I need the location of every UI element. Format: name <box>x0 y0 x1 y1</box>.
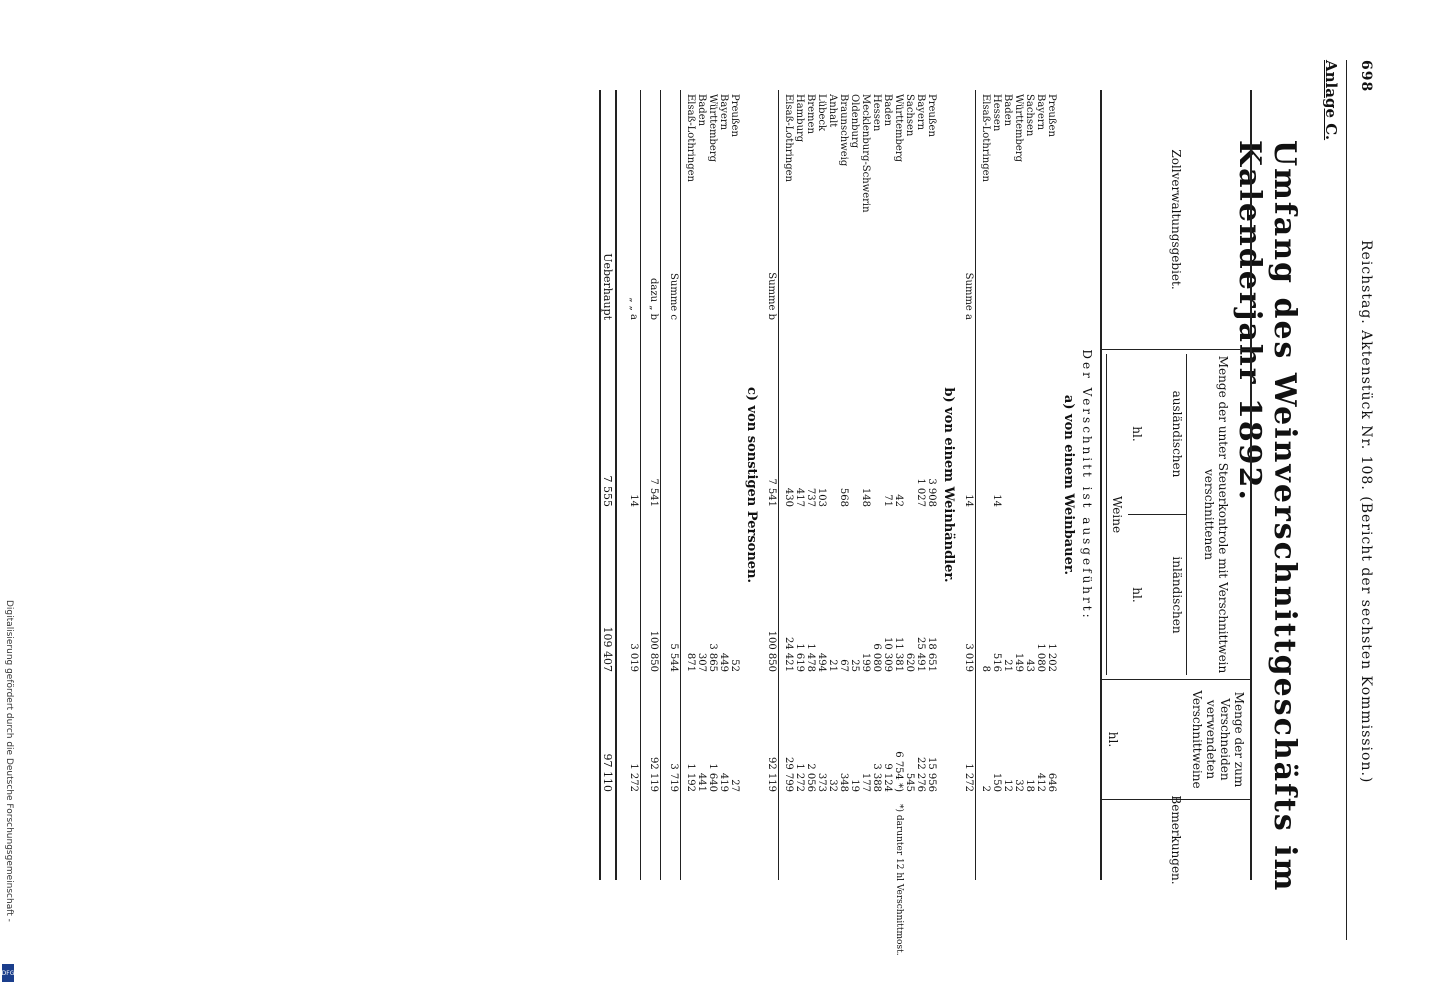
col-quantity-header: Menge der unter Steuerkontrole mit Verschnittwein verschnittenen <box>1186 354 1246 675</box>
table-row <box>904 90 915 880</box>
row-used: 177 <box>860 772 871 792</box>
row-foreign: 103 <box>816 487 827 507</box>
section-heading: b) von einem Weinhändler. <box>941 387 956 583</box>
row-name: Bayern <box>718 94 729 131</box>
col-subheaders <box>1128 354 1186 675</box>
row-foreign <box>904 350 915 515</box>
row-domestic: 52 <box>729 659 740 672</box>
row-used: 646 <box>1046 772 1057 792</box>
col-foreign-unit: hl. <box>1130 426 1144 442</box>
sum-foreign <box>665 350 680 515</box>
sum-domestic: 3 019 <box>963 643 974 672</box>
running-header <box>1346 60 1382 940</box>
table-row <box>696 90 707 880</box>
row-foreign <box>1035 350 1046 515</box>
sum-label: Summe b <box>766 272 777 320</box>
row-used: 32 <box>827 779 838 792</box>
row-domestic: 1 478 <box>805 643 816 672</box>
row-foreign <box>696 350 707 515</box>
row-foreign: 1 027 <box>915 478 926 507</box>
col-domestic-unit: hl. <box>1130 587 1144 603</box>
row-note <box>1035 800 1046 880</box>
row-name: Württemberg <box>1013 94 1024 163</box>
row-note <box>882 800 893 880</box>
row-name: Württemberg <box>893 94 904 163</box>
page-title: Umfang des Weinverschnittgeschäfts im Kalenderjahr 1892. <box>1232 140 1302 893</box>
row-used: 6 754 *) <box>893 751 904 792</box>
row-domestic: 25 <box>849 659 860 672</box>
row-domestic: 6 080 <box>871 643 882 672</box>
row-used: 3 388 <box>871 763 882 792</box>
row-foreign: 71 <box>882 494 893 507</box>
sum-row <box>763 90 779 880</box>
row-note <box>1002 800 1013 880</box>
row-foreign <box>827 350 838 515</box>
row-note <box>1046 800 1057 880</box>
table-row <box>980 90 991 880</box>
row-domestic: 67 <box>838 659 849 672</box>
table-row <box>816 90 827 880</box>
sum-domestic: 100 850 <box>648 630 659 672</box>
row-domestic: 1 080 <box>1035 643 1046 672</box>
row-name: Preußen <box>1046 94 1057 137</box>
row-domestic: 18 651 <box>926 637 937 672</box>
row-note <box>904 800 915 880</box>
total-used: 97 110 <box>601 753 614 792</box>
row-note <box>849 800 860 880</box>
row-note <box>685 800 696 880</box>
table-header <box>1100 90 1250 885</box>
row-used: 1 272 <box>794 763 805 792</box>
row-name: Bayern <box>1035 94 1046 131</box>
sum-used: 1 272 <box>628 763 639 792</box>
row-used: 12 <box>1002 779 1013 792</box>
col-foreign <box>1128 354 1186 515</box>
row-domestic: 11 381 <box>893 637 904 672</box>
row-domestic: 8 <box>980 665 991 672</box>
col-used-unit: hl. <box>1106 731 1120 748</box>
row-domestic: 149 <box>1013 652 1024 672</box>
table-row <box>827 90 838 880</box>
sum-foreign: 14 <box>963 494 974 507</box>
row-name: Sachsen <box>1024 94 1035 137</box>
table-row <box>871 90 882 880</box>
table-row <box>729 90 740 880</box>
table-row <box>707 90 718 880</box>
table-row <box>882 90 893 880</box>
row-name: Elsaß-Lothringen <box>980 94 991 182</box>
row-name: Hessen <box>871 94 882 132</box>
row-note <box>838 800 849 880</box>
row-used: 412 <box>1035 772 1046 792</box>
row-note <box>794 800 805 880</box>
col-domestic <box>1128 515 1186 675</box>
row-foreign: 14 <box>991 494 1002 507</box>
row-note <box>980 800 991 880</box>
row-name: Oldenburg <box>849 94 860 149</box>
row-name: Elsaß-Lothringen <box>685 94 696 182</box>
row-name: Preußen <box>729 94 740 137</box>
digitization-credit <box>2 600 16 990</box>
row-domestic: 494 <box>816 652 827 672</box>
row-foreign <box>1046 350 1057 515</box>
row-used: 1 192 <box>685 763 696 792</box>
row-name: Anhalt <box>827 94 838 128</box>
row-used: 441 <box>696 772 707 792</box>
table-body <box>625 90 1076 956</box>
row-foreign <box>707 350 718 515</box>
col-weine: Weine <box>1106 354 1128 675</box>
row-note <box>816 800 827 880</box>
sum-foreign: 14 <box>628 494 639 507</box>
row-domestic: 307 <box>696 652 707 672</box>
table-row <box>794 90 805 880</box>
row-used: 2 <box>980 785 991 792</box>
col-quantity-group <box>1102 350 1250 680</box>
sum-row <box>665 90 681 880</box>
sum-row <box>960 90 976 880</box>
row-domestic: 199 <box>860 652 871 672</box>
row-domestic: 25 491 <box>915 637 926 672</box>
row-domestic: 449 <box>718 652 729 672</box>
row-domestic: 10 309 <box>882 637 893 672</box>
col-domestic-label: inländischen <box>1170 556 1184 634</box>
row-foreign: 568 <box>838 487 849 507</box>
row-note <box>991 800 1002 880</box>
table-row <box>991 90 1002 880</box>
table-row <box>783 90 794 880</box>
row-note: *) darunter 12 hl Verschnittmost. <box>894 804 904 956</box>
row-foreign <box>729 350 740 515</box>
total-foreign: 7 555 <box>601 475 614 507</box>
carry-row <box>645 90 661 880</box>
row-foreign <box>718 350 729 515</box>
row-used: 545 <box>904 772 915 792</box>
row-used: 22 276 <box>915 757 926 792</box>
row-used: 9 124 <box>882 763 893 792</box>
sum-used: 92 119 <box>648 757 659 792</box>
running-title: Reichstag. Aktenstück Nr. 108. (Bericht der sechsten Kommission.) <box>1358 240 1374 784</box>
table-row <box>685 90 696 880</box>
row-domestic: 3 865 <box>707 643 718 672</box>
row-name: Hamburg <box>794 94 805 143</box>
row-used: 18 <box>1024 779 1035 792</box>
sum-domestic: 100 850 <box>766 630 777 672</box>
row-used: 32 <box>1013 779 1024 792</box>
section-heading: a) von einem Weinbauer. <box>1061 394 1076 576</box>
row-foreign <box>980 350 991 515</box>
row-domestic: 516 <box>991 652 1002 672</box>
table-row <box>718 90 729 880</box>
sum-used: 1 272 <box>963 763 974 792</box>
table-row <box>893 90 904 956</box>
table-row <box>1024 90 1035 880</box>
row-foreign <box>1024 350 1035 515</box>
row-note <box>696 800 707 880</box>
sum-label: „ „ a <box>628 297 639 320</box>
row-note <box>1013 800 1024 880</box>
table-row <box>1046 90 1057 880</box>
row-foreign: 148 <box>860 487 871 507</box>
row-name: Württemberg <box>707 94 718 163</box>
row-note <box>860 800 871 880</box>
row-foreign <box>1002 350 1013 515</box>
row-foreign: 3 908 <box>926 478 937 507</box>
total-label: Ueberhaupt <box>601 253 614 320</box>
row-used: 150 <box>991 772 1002 792</box>
credit-text: Digitalisierung gefördert durch die Deutsche Forschungsgemeinschaft - <box>4 600 14 922</box>
row-note <box>805 800 816 880</box>
sum-foreign: 7 541 <box>648 478 659 507</box>
col-used-label: Menge der zum Verschneiden verwendeten Verschnittweine <box>1190 690 1246 789</box>
row-domestic: 1 619 <box>794 643 805 672</box>
row-name: Lübeck <box>816 94 827 132</box>
sum-used: 92 119 <box>766 757 777 792</box>
table-row <box>838 90 849 880</box>
row-used: 19 <box>849 779 860 792</box>
table-row <box>926 90 937 880</box>
row-domestic: 24 421 <box>783 637 794 672</box>
row-used: 1 640 <box>707 763 718 792</box>
table-row <box>860 90 871 880</box>
row-note <box>827 800 838 880</box>
sum-used: 3 719 <box>668 763 679 792</box>
table-row <box>805 90 816 880</box>
wine-table <box>599 90 1252 956</box>
row-note <box>926 800 937 880</box>
row-used: 419 <box>718 772 729 792</box>
carry-row <box>625 90 641 880</box>
row-name: Elsaß-Lothringen <box>783 94 794 182</box>
col-used <box>1102 680 1250 800</box>
col-remarks: Bemerkungen. <box>1169 795 1183 885</box>
row-used: 348 <box>838 772 849 792</box>
row-foreign: 42 <box>893 494 904 507</box>
row-foreign: 417 <box>794 487 805 507</box>
col-foreign-label: ausländischen <box>1170 390 1184 478</box>
row-foreign: 737 <box>805 487 816 507</box>
row-domestic: 43 <box>1024 659 1035 672</box>
sum-foreign: 7 541 <box>766 478 777 507</box>
header-rule <box>1346 60 1347 940</box>
appendix-label: Anlage C. <box>1322 60 1340 141</box>
table-row <box>849 90 860 880</box>
table-row <box>1035 90 1046 880</box>
row-name: Bayern <box>915 94 926 131</box>
total-domestic: 109 407 <box>601 626 614 672</box>
sum-domestic: 5 544 <box>668 643 679 672</box>
row-foreign <box>685 350 696 515</box>
row-note <box>718 800 729 880</box>
row-foreign <box>871 350 882 515</box>
intro-text: Der Verschnitt ist ausgeführt: <box>1080 349 1094 621</box>
row-note <box>783 800 794 880</box>
row-name: Preußen <box>926 94 937 137</box>
row-used: 2 056 <box>805 763 816 792</box>
row-name: Braunschweig <box>838 94 849 167</box>
row-domestic: 871 <box>685 652 696 672</box>
row-note <box>915 800 926 880</box>
row-note <box>871 800 882 880</box>
sum-label: dazu „ b <box>648 277 659 320</box>
row-domestic: 620 <box>904 652 915 672</box>
table-row <box>1002 90 1013 880</box>
row-domestic: 1 202 <box>1046 643 1057 672</box>
row-name: Sachsen <box>904 94 915 137</box>
row-foreign: 430 <box>783 487 794 507</box>
page-number: 698 <box>1358 60 1374 93</box>
sum-label: Summe c <box>668 273 679 320</box>
dfg-logo: DFG <box>2 964 14 982</box>
row-name: Baden <box>882 94 893 127</box>
row-foreign <box>1013 350 1024 515</box>
table-row <box>915 90 926 880</box>
sum-domestic: 3 019 <box>628 643 639 672</box>
row-name: Baden <box>696 94 707 127</box>
row-name: Hessen <box>991 94 1002 132</box>
row-used: 29 799 <box>783 757 794 792</box>
col-area: Zollverwaltungsgebiet. <box>1102 90 1250 350</box>
row-domestic: 21 <box>827 659 838 672</box>
row-note <box>707 800 718 880</box>
row-used: 373 <box>816 772 827 792</box>
total-row <box>599 90 617 880</box>
sum-label: Summe a <box>963 272 974 320</box>
row-name: Mecklenburg-Schwerin <box>860 94 871 213</box>
row-used: 27 <box>729 779 740 792</box>
section-heading: c) von sonstigen Personen. <box>744 386 759 584</box>
row-note <box>1024 800 1035 880</box>
table-row <box>1013 90 1024 880</box>
row-note <box>729 800 740 880</box>
row-name: Bremen <box>805 94 816 134</box>
row-name: Baden <box>1002 94 1013 127</box>
row-used: 15 956 <box>926 757 937 792</box>
row-domestic: 21 <box>1002 659 1013 672</box>
row-foreign <box>849 350 860 515</box>
